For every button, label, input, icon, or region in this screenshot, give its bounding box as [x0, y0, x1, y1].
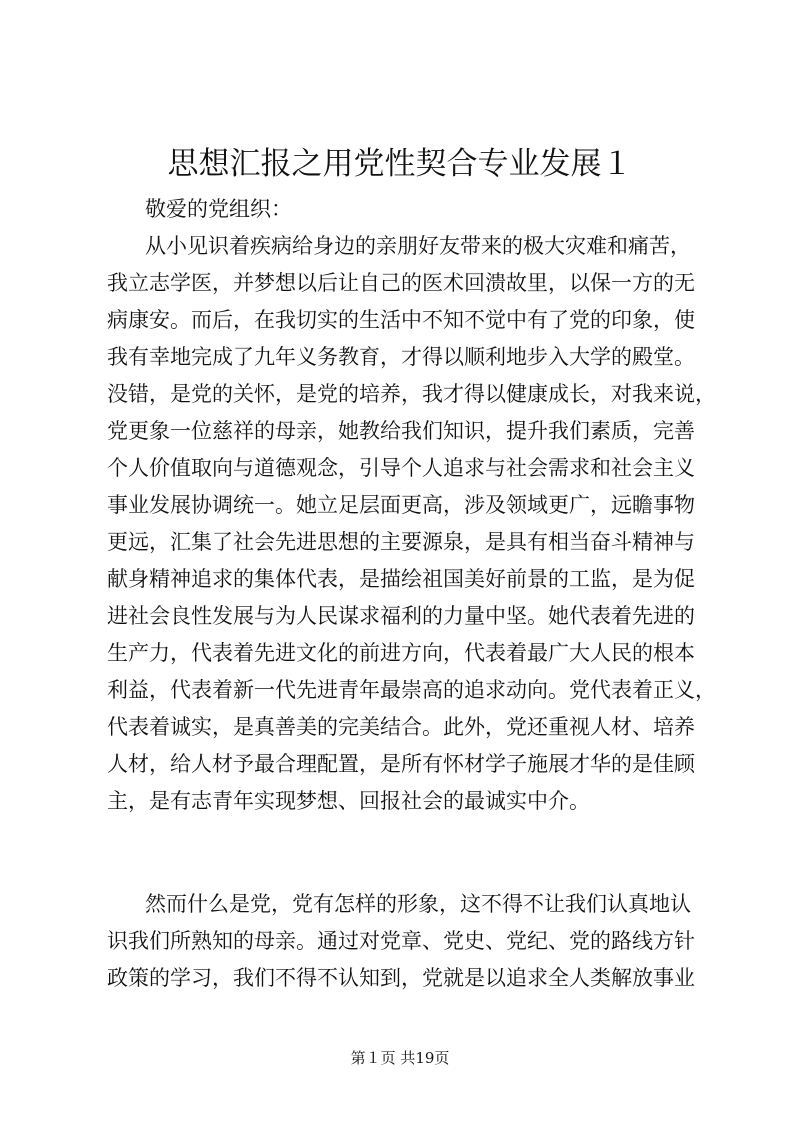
paragraph-line: 个人价值取向与道德观念，引导个人追求与社会需求和社会主义 [107, 456, 695, 480]
paragraph-line: 事业发展协调统一。她立足层面更高，涉及领域更广，远瞻事物 [107, 493, 695, 517]
paragraph-line: 我立志学医，并梦想以后让自己的医术回溃故里，以保一方的无 [107, 271, 695, 295]
paragraph-line: 从小见识着疾病给身边的亲朋好友带来的极大灾难和痛苦， [145, 234, 691, 258]
paragraph-line: 生产力，代表着先进文化的前进方向，代表着最广大人民的根本 [107, 641, 695, 665]
paragraph-2 [107, 886, 707, 997]
paragraph-line: 主，是有志青年实现梦想、回报社会的最诚实中介。 [107, 789, 590, 813]
paragraph-line: 献身精神追求的集体代表，是描绘祖国美好前景的工监，是为促 [107, 567, 695, 591]
paragraph-line: 代表着诚实，是真善美的完美结合。此外，党还重视人材、培养 [107, 715, 695, 739]
greeting: 敬爱的党组织： [145, 197, 292, 221]
paragraph-line: 然而什么是党，党有怎样的形象，这不得不让我们认真地认 [145, 892, 691, 916]
paragraph-line: 政策的学习，我们不得不认知到，党就是以追求全人类解放事业 [107, 966, 695, 990]
paragraph-line: 识我们所熟知的母亲。通过对党章、党史、党纪、党的路线方针 [107, 929, 695, 953]
paragraph-1 [107, 228, 716, 820]
page-footer: 第１页 共19页 [350, 1049, 450, 1067]
paragraph-line: 没错，是党的关怀，是党的培养，我才得以健康成长，对我来说， [107, 382, 716, 406]
paragraph-line: 人材，给人材予最合理配置，是所有怀材学子施展才华的是佳顾 [107, 752, 695, 776]
paragraph-line: 我有幸地完成了九年义务教育，才得以顺利地步入大学的殿堂。 [107, 345, 695, 369]
paragraph-line: 病康安。而后，在我切实的生活中不知不觉中有了党的印象，使 [107, 308, 695, 332]
paragraph-line: 进社会良性发展与为人民谋求福利的力量中坚。她代表着先进的 [107, 604, 695, 628]
paragraph-line: 利益，代表着新一代先进青年最崇高的追求动向。党代表着正义， [107, 678, 716, 702]
paragraph-line: 更远，汇集了社会先进思想的主要源泉，是具有相当奋斗精神与 [107, 530, 695, 554]
document-title: 思想汇报之用党性契合专业发展１ [167, 146, 633, 182]
paragraph-line: 党更象一位慈祥的母亲，她教给我们知识，提升我们素质，完善 [107, 419, 695, 443]
